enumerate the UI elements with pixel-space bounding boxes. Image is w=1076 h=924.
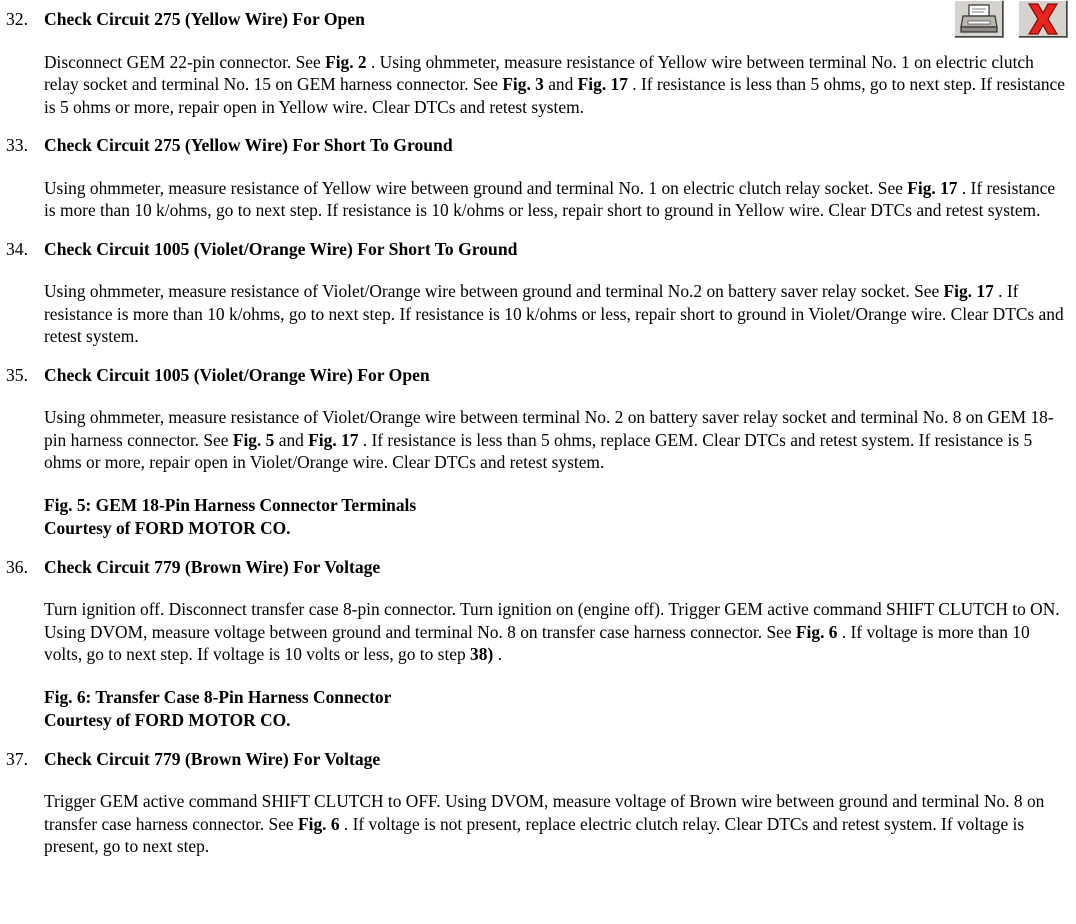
step-number: 37. [6,748,28,769]
figure-caption [44,686,1068,732]
figure-reference: Fig. 3 [502,74,544,94]
step-heading [0,748,1068,771]
step-instructions: Trigger GEM active command SHIFT CLUTCH to OFF. Using DVOM, measure voltage of Brown wire between ground and terminal No. 8 on transfer case harness connector. See Fig. 6 . If voltage is not present, replace electric clutch relay. Clear DTCs and retest system. If voltage is present, go to next step. [44,791,1045,856]
step-instructions: Turn ignition off. Disconnect transfer case 8-pin connector. Turn ignition on (engine off). Trigger GEM active command SHIFT CLUTCH to ON. Using DVOM, measure voltage between ground and terminal No. 8 on transfer case harness connector. See Fig. 6 . If voltage is more than 10 volts, go to next step. If voltage is 10 volts or less, go to step 38) . [44,599,1060,664]
figure-reference: Fig. 17 [308,429,359,450]
step-number: 36. [6,556,28,577]
figure-reference: Fig. 2 [325,51,367,72]
figure-reference: Fig. 17 [907,177,958,198]
step-title: Check Circuit 779 (Brown Wire) For Voltage [44,556,381,577]
figure-caption [44,494,1068,540]
step-number: 34. [6,238,28,259]
step-title: Check Circuit 275 (Yellow Wire) For Short To Ground [44,135,453,155]
procedure-step [0,364,1068,540]
step-number: 33. [6,135,28,155]
step-title: Check Circuit 1005 (Violet/Orange Wire) For Short To Ground [44,238,518,259]
step-number: 35. [6,364,28,385]
step-heading [0,134,1068,157]
figure-reference: Fig. 17 [577,74,628,94]
step-number: 32. [6,9,28,29]
procedure-step [0,134,1068,222]
step-heading [0,556,1068,579]
figure-caption-line: Fig. 6: Transfer Case 8-Pin Harness Connector [44,686,392,707]
figure-reference: Fig. 6 [297,813,340,834]
step-heading [0,364,1068,387]
figure-caption-line: Courtesy of FORD MOTOR CO. [44,709,291,730]
step-heading [0,238,1068,261]
step-instructions: Using ohmmeter, measure resistance of Yellow wire between ground and terminal No. 1 on electric clutch relay socket. See Fig. 17 . If resistance is more than 10 k/ohms, go to next step. If resistance is 10 k/ohms or less, repair short to ground in Yellow wire. Clear DTCs and retest system. [44,177,1056,220]
figure-caption-line: Courtesy of FORD MOTOR CO. [44,517,291,538]
figure-reference: Fig. 17 [943,281,994,301]
figure-reference: Fig. 6 [795,621,838,642]
step-instructions: Using ohmmeter, measure resistance of Violet/Orange wire between ground and terminal No.2 on battery saver relay socket. See Fig. 17 . If resistance is more than 10 k/ohms, go to next step. If resistance is 10 k/ohms or less, repair short to ground in Violet/Orange wire. Clear DTCs and retest system. [44,281,1064,346]
step-instructions: Disconnect GEM 22-pin connector. See Fig. 2 . Using ohmmeter, measure resistance of Yellow wire between terminal No. 1 on electric clutch relay socket and terminal No. 15 on GEM harness connector. See Fig. 3 and Fig. 17 . If resistance is less than 5 ohms, go to next step. If resistance is 5 ohms or more, repair open in Yellow wire. Clear DTCs and retest system. [44,51,1065,117]
procedure-step [0,748,1068,858]
step-instructions: Using ohmmeter, measure resistance of Violet/Orange wire between terminal No. 2 on battery saver relay socket and terminal No. 8 on GEM 18-pin harness connector. See Fig. 5 and Fig. 17 . If resistance is less than 5 ohms, replace GEM. Clear DTCs and retest system. If resistance is 5 ohms or more, repair open in Violet/Orange wire. Clear DTCs and retest system. [44,407,1054,472]
step-title: Check Circuit 1005 (Violet/Orange Wire) For Open [44,364,430,385]
procedure-step [0,556,1068,732]
figure-reference: 38) [470,644,494,664]
step-title: Check Circuit 779 (Brown Wire) For Voltage [44,748,381,769]
step-heading [0,8,1068,31]
procedure-step [0,8,1068,118]
figure-reference: Fig. 5 [232,429,275,450]
step-title: Check Circuit 275 (Yellow Wire) For Open [44,9,365,29]
figure-caption-line: Fig. 5: GEM 18-Pin Harness Connector Terminals [44,494,417,515]
procedure-content [0,8,1068,874]
procedure-step [0,238,1068,348]
